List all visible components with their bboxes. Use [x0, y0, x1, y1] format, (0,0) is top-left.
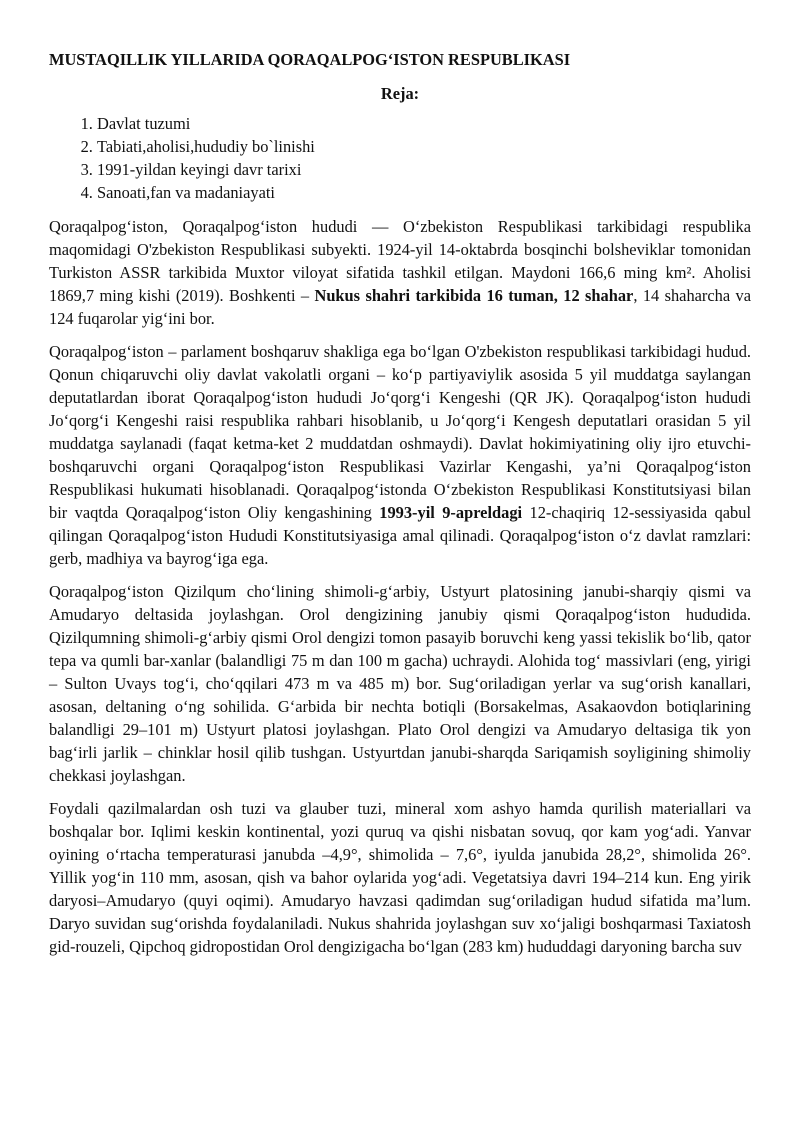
paragraph-bold-text: 1993-yil 9-apreldagi [379, 503, 523, 522]
paragraph-text: 12-chaqiriq 12-sessiyasida qabul qilingan Qoraqalpog‘iston Hududi Konstitutsiyasiga amal qilinadi. Qoraqalpog‘iston o‘z davlat ramzlari: gerb, madhiya va bayrog‘iga ega. [49, 503, 751, 568]
plan-item: 2. Tabiati,aholisi,hududiy bo`linishi [97, 135, 751, 158]
plan-list [49, 112, 751, 204]
plan-item: 1. Davlat tuzumi [97, 112, 751, 135]
paragraph-text: Qoraqalpog‘iston, Qoraqalpog‘iston hududi — O‘zbekiston Respublikasi tarkibidagi respublika maqomidagi O'zbekiston Respublikasi subyekti. 1924-yil 14-oktabrda bosqinchi bolsheviklar tomonidan Turkiston ASSR tarkibida Muxtor viloyat sifatida tashkil etilgan. Maydoni 166,6 ming km². Aholisi 1869,7 ming kishi (2019). Boshkenti – [49, 217, 751, 305]
paragraph-geography: Qoraqalpog‘iston Qizilqum cho‘lining shimoli-g‘arbiy, Ustyurt platosining janubi-sharqiy qismi va Amudaryo deltasida joylashgan. Orol dengizining janubiy qismi Qoraqalpog‘iston hududida. Qizilqumning shimoli-g‘arbiy qismi Orol dengizi tomon pasayib boruvchi keng yassi tekislik bo‘lib, qator tepa va qumli bar-xanlar (balandligi 75 m dan 100 m gacha) uchraydi. Alohida tog‘ massivlari (eng, yirigi – Sulton Uvays tog‘i, cho‘qqilari 473 m va 485 m) bor. Sug‘oriladigan yerlar va sug‘orish kanallari, asosan, deltaning o‘ng sohilida. G‘arbida bir nechta botiqli (Borsakelmas, Asakaovdon botiqlarining balandligi 29–101 m) Ustyurt platosi joylashgan. Plato Orol dengizi va Amudaryo deltasiga tik yon bag‘irli jarlik – chinklar hosil qilib tushgan. Ustyurtdan janubi-sharqda Sariqamish soyligining shimoliy chekkasi joylashgan. [49, 582, 751, 785]
paragraph-government [49, 340, 751, 570]
paragraph-text: Qoraqalpog‘iston – parlament boshqaruv shakliga ega bo‘lgan O'zbekiston respublikasi tarkibidagi hudud. Qonun chiqaruvchi oliy davlat vakolatli organi – ko‘p partiyaviylik asosida 5 yil muddatga saylangan deputatlardan iborat Qoraqalpog‘iston hududi Jo‘qorg‘i Kengeshi (QR JK). Qoraqalpog‘iston hududi Jo‘qorg‘i Kengeshi raisi respublika rahbari hisoblanib, u Jo‘qorg‘i Kengesh deputatlari orasidan 5 yil muddatga saylanadi (faqat ketma-ket 2 muddatdan oshmaydi). Davlat hokimiyatining oliy ijro etuvchi-boshqaruvchi organi Qoraqalpog‘iston Respublikasi Vazirlar Kengashi, ya’ni Qoraqalpog‘iston Respublikasi hukumati hisoblanadi. Qoraqalpog‘istonda O‘zbekiston Respublikasi Konstitutsiyasi bilan bir vaqtda Qoraqalpog‘iston Oliy kengashining [49, 342, 751, 522]
plan-item: 4. Sanoati,fan va madaniayati [97, 181, 751, 204]
paragraph-text: , 14 shaharcha va 124 fuqarolar yig‘ini bor. [49, 286, 751, 328]
plan-item: 3. 1991-yildan keyingi davr tarixi [97, 158, 751, 181]
plan-heading: Reja: [380, 84, 420, 103]
document-title: MUSTAQILLIK YILLARIDA QORAQALPOG‘ISTON RESPUBLIKASI [49, 50, 571, 69]
paragraph-bold-text: Nukus shahri tarkibida 16 tuman, 12 shahar [314, 286, 634, 305]
paragraph-resources-climate: Foydali qazilmalardan osh tuzi va glauber tuzi, mineral xom ashyo hamda qurilish materiallari va boshqalar bor. Iqlimi keskin kontinental, yozi quruq va qishi nisbatan sovuq, qor kam yog‘adi. Yanvar oyining o‘rtacha temperaturasi janubda –4,9°, shimolida – 7,6°, iyulda janubida 28,2°, shimolida 26°. Yillik yog‘in 110 mm, asosan, qish va bahor oylarida yog‘adi. Vegetatsiya davri 194–214 kun. Eng yirik daryosi–Amudaryo (quyi oqimi). Amudaryo havzasi qadimdan sug‘oriladigan hudud sifatida ma’lum. Daryo suvidan sug‘orishda foydalaniladi. Nukus shahrida joylashgan suv xo‘jaligi boshqarmasi Taxiatosh gid-rouzeli, Qipchoq gidropostidan Orol dengizigacha bo‘lgan (283 km) hududdagi daryoning barcha suv [49, 799, 751, 956]
paragraph-overview [49, 215, 751, 330]
